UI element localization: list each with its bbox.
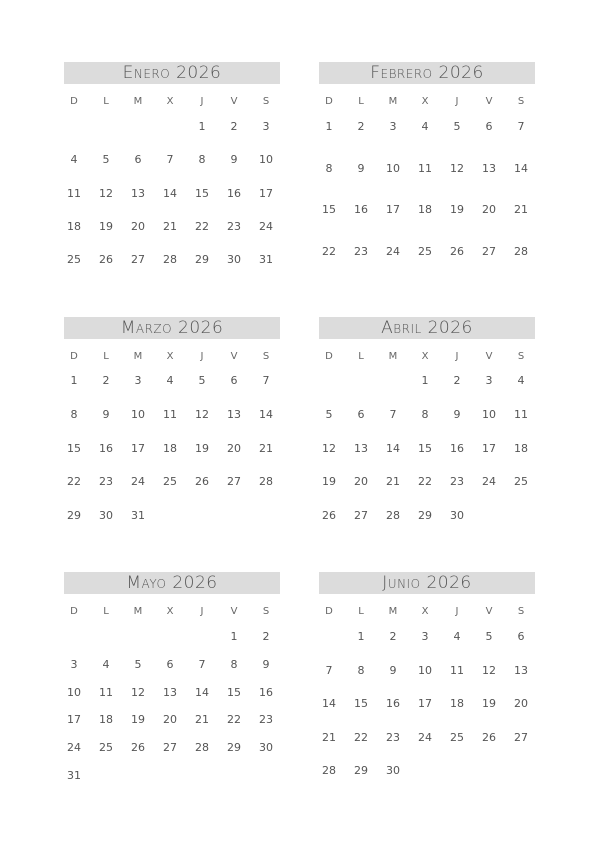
day-cell: 8 bbox=[325, 161, 333, 175]
day-cell: 9 bbox=[262, 657, 270, 671]
day-cell: 24 bbox=[482, 475, 496, 489]
day-cell: 6 bbox=[166, 657, 174, 671]
day-cell: 2 bbox=[357, 120, 365, 133]
day-cell: 7 bbox=[389, 407, 397, 421]
day-cell: 27 bbox=[482, 245, 496, 258]
day-cell: 14 bbox=[163, 186, 177, 200]
day-cell: 22 bbox=[67, 475, 81, 489]
day-cell: 17 bbox=[418, 697, 432, 710]
day-cell: 5 bbox=[453, 120, 461, 133]
day-cell: 30 bbox=[227, 253, 241, 266]
weekday-header: D bbox=[325, 96, 333, 107]
month-title: Enero 2026 bbox=[64, 62, 280, 84]
day-cell: 8 bbox=[198, 153, 206, 167]
weekday-header: L bbox=[358, 351, 364, 362]
day-cell: 5 bbox=[485, 630, 493, 643]
day-cell: 8 bbox=[70, 407, 78, 421]
day-cell: 10 bbox=[482, 407, 496, 421]
day-cell: 11 bbox=[418, 161, 432, 175]
weekday-header: J bbox=[200, 606, 204, 617]
day-cell: 6 bbox=[517, 630, 525, 643]
day-cell: 12 bbox=[99, 186, 113, 200]
weekday-header: J bbox=[200, 351, 204, 362]
weekday-header: J bbox=[455, 351, 459, 362]
weekday-header: X bbox=[166, 96, 174, 107]
day-cell: 8 bbox=[357, 663, 365, 677]
day-cell: 16 bbox=[354, 203, 368, 217]
weekday-header: L bbox=[358, 96, 364, 107]
day-cell: 4 bbox=[421, 120, 429, 133]
day-cell: 1 bbox=[357, 630, 365, 643]
day-cell: 22 bbox=[354, 730, 368, 744]
day-cell: 19 bbox=[450, 203, 464, 217]
day-cell: 5 bbox=[134, 657, 142, 671]
day-cell: 4 bbox=[70, 153, 78, 167]
day-cell: 24 bbox=[67, 741, 81, 755]
day-cell: 18 bbox=[67, 219, 81, 233]
weekday-header: X bbox=[166, 606, 174, 617]
day-cell: 15 bbox=[195, 186, 209, 200]
weekday-header: X bbox=[421, 96, 429, 107]
day-cell: 12 bbox=[322, 441, 336, 455]
day-cell: 24 bbox=[131, 475, 145, 489]
day-cell: 30 bbox=[99, 509, 113, 522]
day-cell: 21 bbox=[514, 203, 528, 217]
day-cell: 20 bbox=[514, 697, 528, 710]
day-cell: 10 bbox=[131, 407, 145, 421]
day-cell: 6 bbox=[230, 374, 238, 387]
day-cell: 3 bbox=[485, 374, 493, 387]
day-cell: 4 bbox=[102, 657, 110, 671]
day-cell: 27 bbox=[131, 253, 145, 266]
month-block-2 bbox=[319, 62, 535, 272]
day-cell: 13 bbox=[131, 186, 145, 200]
day-cell: 26 bbox=[131, 741, 145, 755]
day-cell: 26 bbox=[322, 509, 336, 522]
day-cell: 2 bbox=[453, 374, 461, 387]
day-cell: 3 bbox=[421, 630, 429, 643]
day-cell: 31 bbox=[131, 509, 145, 522]
weekday-header: V bbox=[485, 351, 493, 362]
day-cell: 24 bbox=[259, 219, 273, 233]
day-cell: 16 bbox=[259, 685, 273, 699]
day-cell: 9 bbox=[230, 153, 238, 167]
weekday-header: S bbox=[262, 606, 270, 617]
day-cell: 28 bbox=[322, 764, 336, 777]
day-cell: 29 bbox=[195, 253, 209, 266]
day-cell: 15 bbox=[418, 441, 432, 455]
weekday-header: X bbox=[421, 351, 429, 362]
day-cell: 28 bbox=[163, 253, 177, 266]
day-cell: 7 bbox=[166, 153, 174, 167]
month-block-6 bbox=[319, 572, 535, 791]
day-cell: 6 bbox=[357, 407, 365, 421]
day-cell: 29 bbox=[67, 509, 81, 522]
day-cell: 16 bbox=[99, 441, 113, 455]
day-cell: 11 bbox=[450, 663, 464, 677]
weekday-header: L bbox=[103, 606, 109, 617]
day-cell: 29 bbox=[354, 764, 368, 777]
weekday-header: M bbox=[388, 96, 398, 107]
month-block-5 bbox=[64, 572, 280, 796]
day-cell: 18 bbox=[450, 697, 464, 710]
weekday-header: M bbox=[133, 606, 143, 617]
day-cell: 12 bbox=[131, 685, 145, 699]
day-cell: 23 bbox=[99, 475, 113, 489]
day-cell: 30 bbox=[259, 741, 273, 755]
day-cell: 19 bbox=[131, 713, 145, 727]
weekday-header: D bbox=[325, 606, 333, 617]
weekday-header: V bbox=[230, 96, 238, 107]
day-cell: 25 bbox=[99, 741, 113, 755]
day-cell: 23 bbox=[386, 730, 400, 744]
day-cell: 18 bbox=[418, 203, 432, 217]
day-cell: 22 bbox=[227, 713, 241, 727]
day-cell: 11 bbox=[99, 685, 113, 699]
day-cell: 18 bbox=[163, 441, 177, 455]
day-cell: 11 bbox=[163, 407, 177, 421]
day-cell: 25 bbox=[67, 253, 81, 266]
day-cell: 22 bbox=[418, 475, 432, 489]
day-cell: 26 bbox=[99, 253, 113, 266]
day-cell: 3 bbox=[262, 120, 270, 133]
weekday-header: L bbox=[358, 606, 364, 617]
day-cell: 9 bbox=[102, 407, 110, 421]
day-cell: 2 bbox=[230, 120, 238, 133]
day-cell: 1 bbox=[70, 374, 78, 387]
day-cell: 24 bbox=[386, 245, 400, 258]
weekday-header: J bbox=[455, 96, 459, 107]
day-cell: 15 bbox=[227, 685, 241, 699]
day-cell: 26 bbox=[195, 475, 209, 489]
day-cell: 7 bbox=[517, 120, 525, 133]
day-cell: 24 bbox=[418, 730, 432, 744]
day-cell: 16 bbox=[227, 186, 241, 200]
weekday-header: M bbox=[133, 96, 143, 107]
day-cell: 15 bbox=[67, 441, 81, 455]
day-cell: 31 bbox=[67, 769, 81, 782]
day-cell: 21 bbox=[195, 713, 209, 727]
day-cell: 17 bbox=[67, 713, 81, 727]
day-cell: 21 bbox=[386, 475, 400, 489]
day-cell: 10 bbox=[259, 153, 273, 167]
day-cell: 16 bbox=[450, 441, 464, 455]
day-cell: 5 bbox=[325, 407, 333, 421]
weekday-header: V bbox=[485, 96, 493, 107]
weekday-header: V bbox=[485, 606, 493, 617]
month-title: Mayo 2026 bbox=[64, 572, 280, 594]
day-cell: 11 bbox=[514, 407, 528, 421]
day-cell: 4 bbox=[517, 374, 525, 387]
day-cell: 7 bbox=[325, 663, 333, 677]
day-cell: 7 bbox=[198, 657, 206, 671]
weekday-header: J bbox=[455, 606, 459, 617]
day-cell: 20 bbox=[163, 713, 177, 727]
day-cell: 20 bbox=[482, 203, 496, 217]
day-cell: 2 bbox=[389, 630, 397, 643]
day-cell: 16 bbox=[386, 697, 400, 710]
day-cell: 10 bbox=[386, 161, 400, 175]
day-cell: 23 bbox=[450, 475, 464, 489]
day-cell: 20 bbox=[354, 475, 368, 489]
day-cell: 26 bbox=[482, 730, 496, 744]
day-cell: 23 bbox=[227, 219, 241, 233]
day-cell: 19 bbox=[322, 475, 336, 489]
day-cell: 23 bbox=[354, 245, 368, 258]
day-cell: 9 bbox=[389, 663, 397, 677]
day-cell: 4 bbox=[453, 630, 461, 643]
day-cell: 19 bbox=[195, 441, 209, 455]
day-cell: 2 bbox=[102, 374, 110, 387]
day-cell: 13 bbox=[514, 663, 528, 677]
day-cell: 31 bbox=[259, 253, 273, 266]
day-cell: 22 bbox=[322, 245, 336, 258]
day-cell: 5 bbox=[102, 153, 110, 167]
day-cell: 20 bbox=[131, 219, 145, 233]
month-title: Abril 2026 bbox=[319, 317, 535, 339]
weekday-header: L bbox=[103, 96, 109, 107]
day-cell: 2 bbox=[262, 630, 270, 643]
day-cell: 17 bbox=[482, 441, 496, 455]
day-cell: 25 bbox=[514, 475, 528, 489]
day-cell: 26 bbox=[450, 245, 464, 258]
day-cell: 25 bbox=[418, 245, 432, 258]
day-cell: 9 bbox=[357, 161, 365, 175]
day-cell: 21 bbox=[259, 441, 273, 455]
day-cell: 14 bbox=[514, 161, 528, 175]
day-cell: 18 bbox=[99, 713, 113, 727]
day-cell: 10 bbox=[418, 663, 432, 677]
day-cell: 3 bbox=[70, 657, 78, 671]
weekday-header: V bbox=[230, 606, 238, 617]
day-cell: 14 bbox=[386, 441, 400, 455]
day-cell: 17 bbox=[131, 441, 145, 455]
day-cell: 10 bbox=[67, 685, 81, 699]
day-cell: 30 bbox=[450, 509, 464, 522]
day-cell: 8 bbox=[421, 407, 429, 421]
day-cell: 22 bbox=[195, 219, 209, 233]
weekday-header: D bbox=[70, 96, 78, 107]
day-cell: 15 bbox=[322, 203, 336, 217]
day-cell: 25 bbox=[450, 730, 464, 744]
day-cell: 9 bbox=[453, 407, 461, 421]
day-cell: 19 bbox=[99, 219, 113, 233]
month-title: Junio 2026 bbox=[319, 572, 535, 594]
weekday-header: S bbox=[262, 351, 270, 362]
day-cell: 12 bbox=[195, 407, 209, 421]
day-cell: 5 bbox=[198, 374, 206, 387]
day-cell: 18 bbox=[514, 441, 528, 455]
month-block-4 bbox=[319, 317, 535, 536]
day-cell: 14 bbox=[259, 407, 273, 421]
day-cell: 8 bbox=[230, 657, 238, 671]
day-cell: 6 bbox=[485, 120, 493, 133]
day-cell: 13 bbox=[354, 441, 368, 455]
weekday-header: V bbox=[230, 351, 238, 362]
day-cell: 19 bbox=[482, 697, 496, 710]
day-cell: 21 bbox=[163, 219, 177, 233]
weekday-header: D bbox=[70, 606, 78, 617]
day-cell: 27 bbox=[163, 741, 177, 755]
day-cell: 23 bbox=[259, 713, 273, 727]
day-cell: 13 bbox=[163, 685, 177, 699]
month-block-3 bbox=[64, 317, 280, 536]
day-cell: 28 bbox=[195, 741, 209, 755]
day-cell: 12 bbox=[450, 161, 464, 175]
weekday-header: M bbox=[388, 606, 398, 617]
day-cell: 28 bbox=[386, 509, 400, 522]
day-cell: 20 bbox=[227, 441, 241, 455]
month-block-1 bbox=[64, 62, 280, 280]
day-cell: 28 bbox=[514, 245, 528, 258]
day-cell: 4 bbox=[166, 374, 174, 387]
weekday-header: L bbox=[103, 351, 109, 362]
day-cell: 17 bbox=[259, 186, 273, 200]
day-cell: 6 bbox=[134, 153, 142, 167]
weekday-header: S bbox=[517, 96, 525, 107]
day-cell: 3 bbox=[389, 120, 397, 133]
weekday-header: S bbox=[517, 351, 525, 362]
weekday-header: M bbox=[388, 351, 398, 362]
month-title: Febrero 2026 bbox=[319, 62, 535, 84]
day-cell: 14 bbox=[322, 697, 336, 710]
day-cell: 14 bbox=[195, 685, 209, 699]
day-cell: 13 bbox=[482, 161, 496, 175]
weekday-header: J bbox=[200, 96, 204, 107]
day-cell: 27 bbox=[227, 475, 241, 489]
weekday-header: S bbox=[262, 96, 270, 107]
weekday-header: D bbox=[70, 351, 78, 362]
day-cell: 29 bbox=[418, 509, 432, 522]
day-cell: 7 bbox=[262, 374, 270, 387]
day-cell: 15 bbox=[354, 697, 368, 710]
day-cell: 30 bbox=[386, 764, 400, 777]
day-cell: 27 bbox=[514, 730, 528, 744]
weekday-header: M bbox=[133, 351, 143, 362]
day-cell: 12 bbox=[482, 663, 496, 677]
day-cell: 1 bbox=[198, 120, 206, 133]
weekday-header: D bbox=[325, 351, 333, 362]
day-cell: 29 bbox=[227, 741, 241, 755]
day-cell: 3 bbox=[134, 374, 142, 387]
weekday-header: X bbox=[421, 606, 429, 617]
day-cell: 27 bbox=[354, 509, 368, 522]
month-title: Marzo 2026 bbox=[64, 317, 280, 339]
day-cell: 1 bbox=[230, 630, 238, 643]
day-cell: 25 bbox=[163, 475, 177, 489]
day-cell: 11 bbox=[67, 186, 81, 200]
weekday-header: S bbox=[517, 606, 525, 617]
day-cell: 17 bbox=[386, 203, 400, 217]
day-cell: 21 bbox=[322, 730, 336, 744]
day-cell: 28 bbox=[259, 475, 273, 489]
day-cell: 1 bbox=[421, 374, 429, 387]
weekday-header: X bbox=[166, 351, 174, 362]
day-cell: 1 bbox=[325, 120, 333, 133]
day-cell: 13 bbox=[227, 407, 241, 421]
